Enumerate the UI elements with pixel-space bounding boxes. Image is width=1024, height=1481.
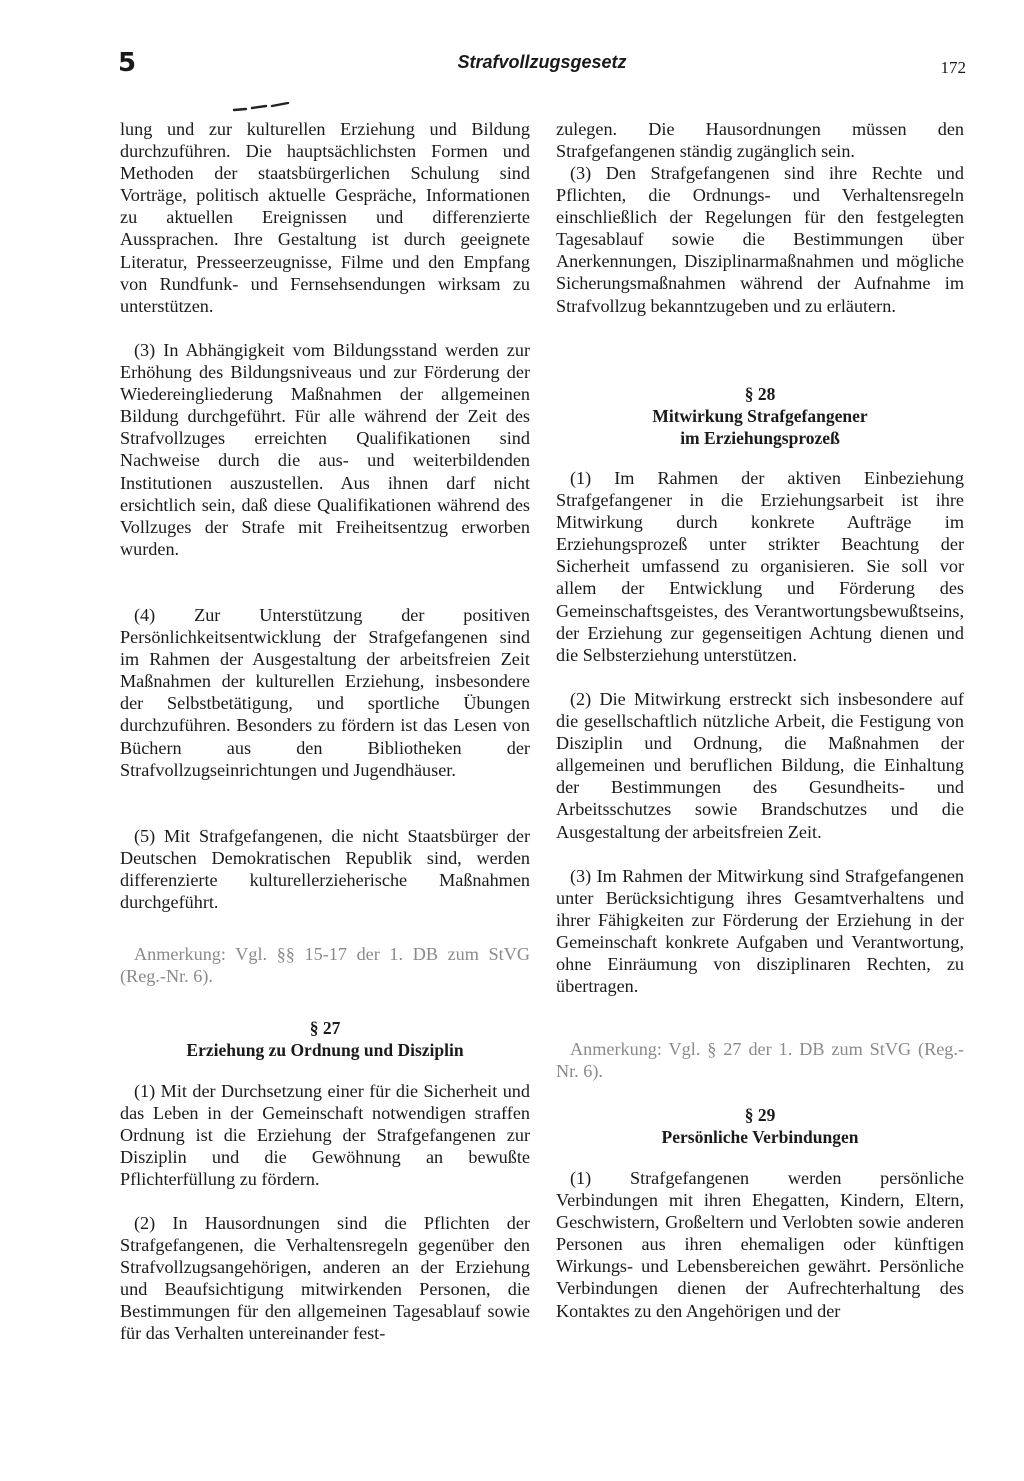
section-27-paragraph-1: (1) Mit der Durchsetzung einer für die Sicherheit und das Leben in der Gemeinschaft notwendigen straffen Ordnung ist die Erziehung der Strafgefangenen zur Disziplin und die Gewöhnung an bewußte Pflichterfüllung zu fördern. [120, 1081, 530, 1190]
section-29-number: § 29 [744, 1105, 776, 1125]
section-28-paragraph-1: (1) Im Rahmen der aktiven Einbeziehung Strafgefangener in die Erziehungsarbeit ist ihre Mitwirkung durch konkrete Aufträge im Erziehungsprozeß unter strikter Beachtung der Sicherheit umfassend zu organisieren. Sie soll vor allem der Entwicklung und Förderung des Gemeinschaftsgeistes, des Verantwortungsbewußtseins, der Erziehung zur gegenseitigen Achtung dienen und die Selbsterziehung unterstützen. [556, 468, 964, 665]
paragraph-3-rights: (3) Den Strafgefangenen sind ihre Rechte und Pflichten, die Ordnungs- und Verhaltensregeln einschließlich der Regelungen für den festgelegten Tagesablauf sowie die Bestimmungen über Anerkennungen, Disziplinarmaßnahmen und mögliche Sicherungsmaßnahmen während der Aufnahme im Strafvollzug bekanntzugeben und zu erläutern. [556, 163, 964, 316]
page-number: 172 [940, 58, 966, 77]
section-27-title: Erziehung zu Ordnung und Disziplin [186, 1040, 464, 1060]
chapter-number: 5 [118, 48, 137, 78]
right-column [556, 118, 964, 1366]
section-28-number: § 28 [744, 384, 776, 404]
section-28-paragraph-3: (3) Im Rahmen der Mitwirkung sind Strafgefangenen unter Berücksichtigung ihres Gesamtverhaltens und ihrer Fähigkeiten zur Förderung der Erziehung in der Gemeinschaft konkrete Aufgaben und Verantwortung, ohne Einräumung von disziplinaren Rechten, zu übertragen. [556, 866, 964, 997]
section-29-title: Persönliche Verbindungen [661, 1127, 859, 1147]
paragraph-5: (5) Mit Strafgefangenen, die nicht Staatsbürger der Deutschen Demokratischen Republik sind, werden differenzierte kulturellerzieherische Maßnahmen durchgeführt. [120, 826, 530, 913]
page-header [118, 48, 966, 88]
paragraph-2-continued: lung und zur kulturellen Erziehung und Bildung durchzuführen. Die hauptsächlichsten Formen und Methoden der staatsbürgerlichen Schulung sind Vorträge, politisch aktuelle Gespräche, Informationen zu aktuellen Ereignissen und differenzierte Aussprachen. Ihre Gestaltung ist durch geeignete Literatur, Presseerzeugnisse, Filme und den Empfang von Rundfunk- und Fernsehsendungen wirksam zu unterstützen. [120, 119, 530, 316]
annotation-note: Anmerkung: Vgl. §§ 15-17 der 1. DB zum StVG (Reg.-Nr. 6). [120, 944, 530, 987]
section-27-number: § 27 [309, 1018, 341, 1038]
paragraph-4: (4) Zur Unterstützung der positiven Persönlichkeitsentwicklung der Strafgefangenen sind im Rahmen der Ausgestaltung der arbeitsfreien Zeit Maßnahmen der kulturellen Erziehung, insbesondere der Selbstbetätigung, und sportliche Übungen durchzuführen. Besonders zu fördern ist das Lesen von Büchern aus den Bibliotheken der Strafvollzugseinrichtungen und Jugendhäuser. [120, 605, 530, 780]
pen-mark-icon [232, 102, 292, 112]
running-title: Strafvollzugsgesetz [457, 52, 627, 72]
left-column [120, 118, 530, 1367]
section-27-paragraph-2: (2) In Hausordnungen sind die Pflichten der Strafgefangenen, die Verhaltensregeln gegenüber den Strafvollzugsangehörigen, anderen an der Erziehung und Beaufsichtigung mitwirkenden Personen, die Bestimmungen für den allgemeinen Tagesablauf sowie für das Verhalten untereinander fest- [120, 1213, 530, 1344]
paragraph-3: (3) In Abhängigkeit vom Bildungsstand werden zur Erhöhung des Bildungsniveaus und zur Förderung der Wiedereingliederung Maßnahmen der allgemeinen Bildung durchgeführt. Für alle während der Zeit des Strafvollzuges erreichten Qualifikationen sind Nachweise durch die aus- und weiterbildenden Institutionen auszustellen. Aus ihnen darf nicht ersichtlich sein, daß diese Qualifikationen während des Vollzuges der Strafe mit Freiheitsentzug erworben wurden. [120, 340, 530, 559]
paragraph-2-end: zulegen. Die Hausordnungen müssen den Strafgefangenen ständig zugänglich sein. [556, 119, 964, 162]
section-28-title-line-2: im Erziehungsprozeß [680, 428, 840, 448]
section-28-title-line-1: Mitwirkung Strafgefangener [652, 406, 868, 426]
section-29-paragraph-1: (1) Strafgefangenen werden persönliche Verbindungen mit ihren Ehegatten, Kindern, Eltern, Geschwistern, Großeltern und Verlobten sowie anderen Personen aus ihren ehemaligen oder künftigen Wirkungs- und Lebensbereichen gewährt. Persönliche Verbindungen dienen der Aufrechterhaltung des Kontaktes zu den Angehörigen und der [556, 1168, 964, 1321]
section-28-paragraph-2: (2) Die Mitwirkung erstreckt sich insbesondere auf die gesellschaftlich nützliche Arbeit, die Festigung von Disziplin und Ordnung, die Maßnahmen der allgemeinen und beruflichen Bildung, die Einhaltung der Bestimmungen des Gesundheits- und Arbeitsschutzes sowie Brandschutzes und die Ausgestaltung der arbeitsfreien Zeit. [556, 689, 964, 842]
section-28-annotation: Anmerkung: Vgl. § 27 der 1. DB zum StVG (Reg.-Nr. 6). [556, 1039, 964, 1082]
